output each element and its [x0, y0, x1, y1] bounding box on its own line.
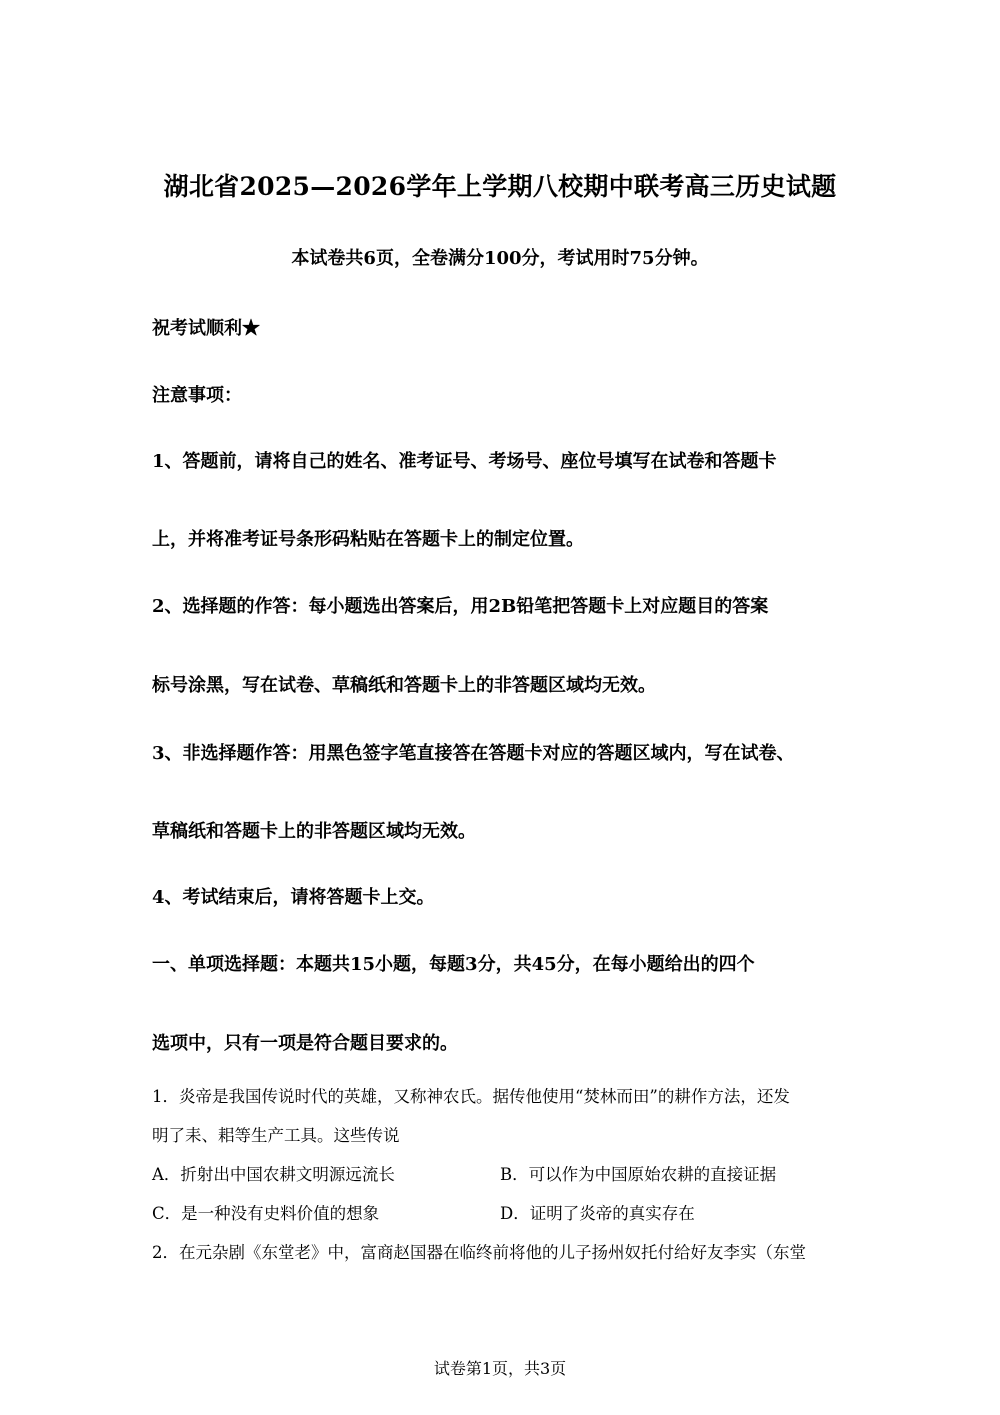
page-title: 湖北省2025—2026学年上学期八校期中联考高三历史试题 [163, 172, 837, 201]
greeting-text: 祝考试顺利★ [152, 318, 260, 339]
question-1-option-c: C．是一种没有史料价值的想象 [152, 1204, 380, 1223]
question-1-option-b: B．可以作为中国原始农耕的直接证据 [500, 1165, 777, 1184]
notice-heading: 注意事项： [152, 385, 242, 406]
notice-item-1-line-2: 上，并将准考证号条形码粘贴在答题卡上的制定位置。 [152, 529, 584, 550]
section-heading-line-2: 选项中，只有一项是符合题目要求的。 [152, 1033, 458, 1054]
notice-item-3-line-1: 3、非选择题作答：用黑色签字笔直接答在答题卡对应的答题区域内，写在试卷、 [152, 743, 795, 764]
question-1-line-1: 1．炎帝是我国传说时代的英雄，又称神农氏。据传他使用“焚林而田”的耕作方法，还发 [152, 1087, 790, 1106]
notice-item-3-line-2: 草稿纸和答题卡上的非答题区域均无效。 [152, 821, 476, 842]
notice-item-4: 4、考试结束后，请将答题卡上交。 [152, 887, 435, 908]
exam-info: 本试卷共6页，全卷满分100分，考试用时75分钟。 [291, 248, 709, 269]
question-2-line-1: 2．在元杂剧《东堂老》中，富商赵国器在临终前将他的儿子扬州奴托付给好友李实（东堂 [152, 1243, 806, 1262]
section-heading-line-1: 一、单项选择题：本题共15小题，每题3分，共45分，在每小题给出的四个 [152, 954, 755, 975]
question-1-option-a: A．折射出中国农耕文明源远流长 [152, 1165, 395, 1184]
question-1-option-d: D．证明了炎帝的真实存在 [500, 1204, 695, 1223]
page-footer: 试卷第1页，共3页 [433, 1359, 567, 1378]
question-1-line-2: 明了耒、耜等生产工具。这些传说 [152, 1126, 400, 1145]
notice-item-2-line-2: 标号涂黑，写在试卷、草稿纸和答题卡上的非答题区域均无效。 [152, 675, 656, 696]
notice-item-1-line-1: 1、答题前，请将自己的姓名、准考证号、考场号、座位号填写在试卷和答题卡 [152, 451, 777, 472]
notice-item-2-line-1: 2、选择题的作答：每小题选出答案后，用2B铅笔把答题卡上对应题目的答案 [152, 596, 769, 617]
